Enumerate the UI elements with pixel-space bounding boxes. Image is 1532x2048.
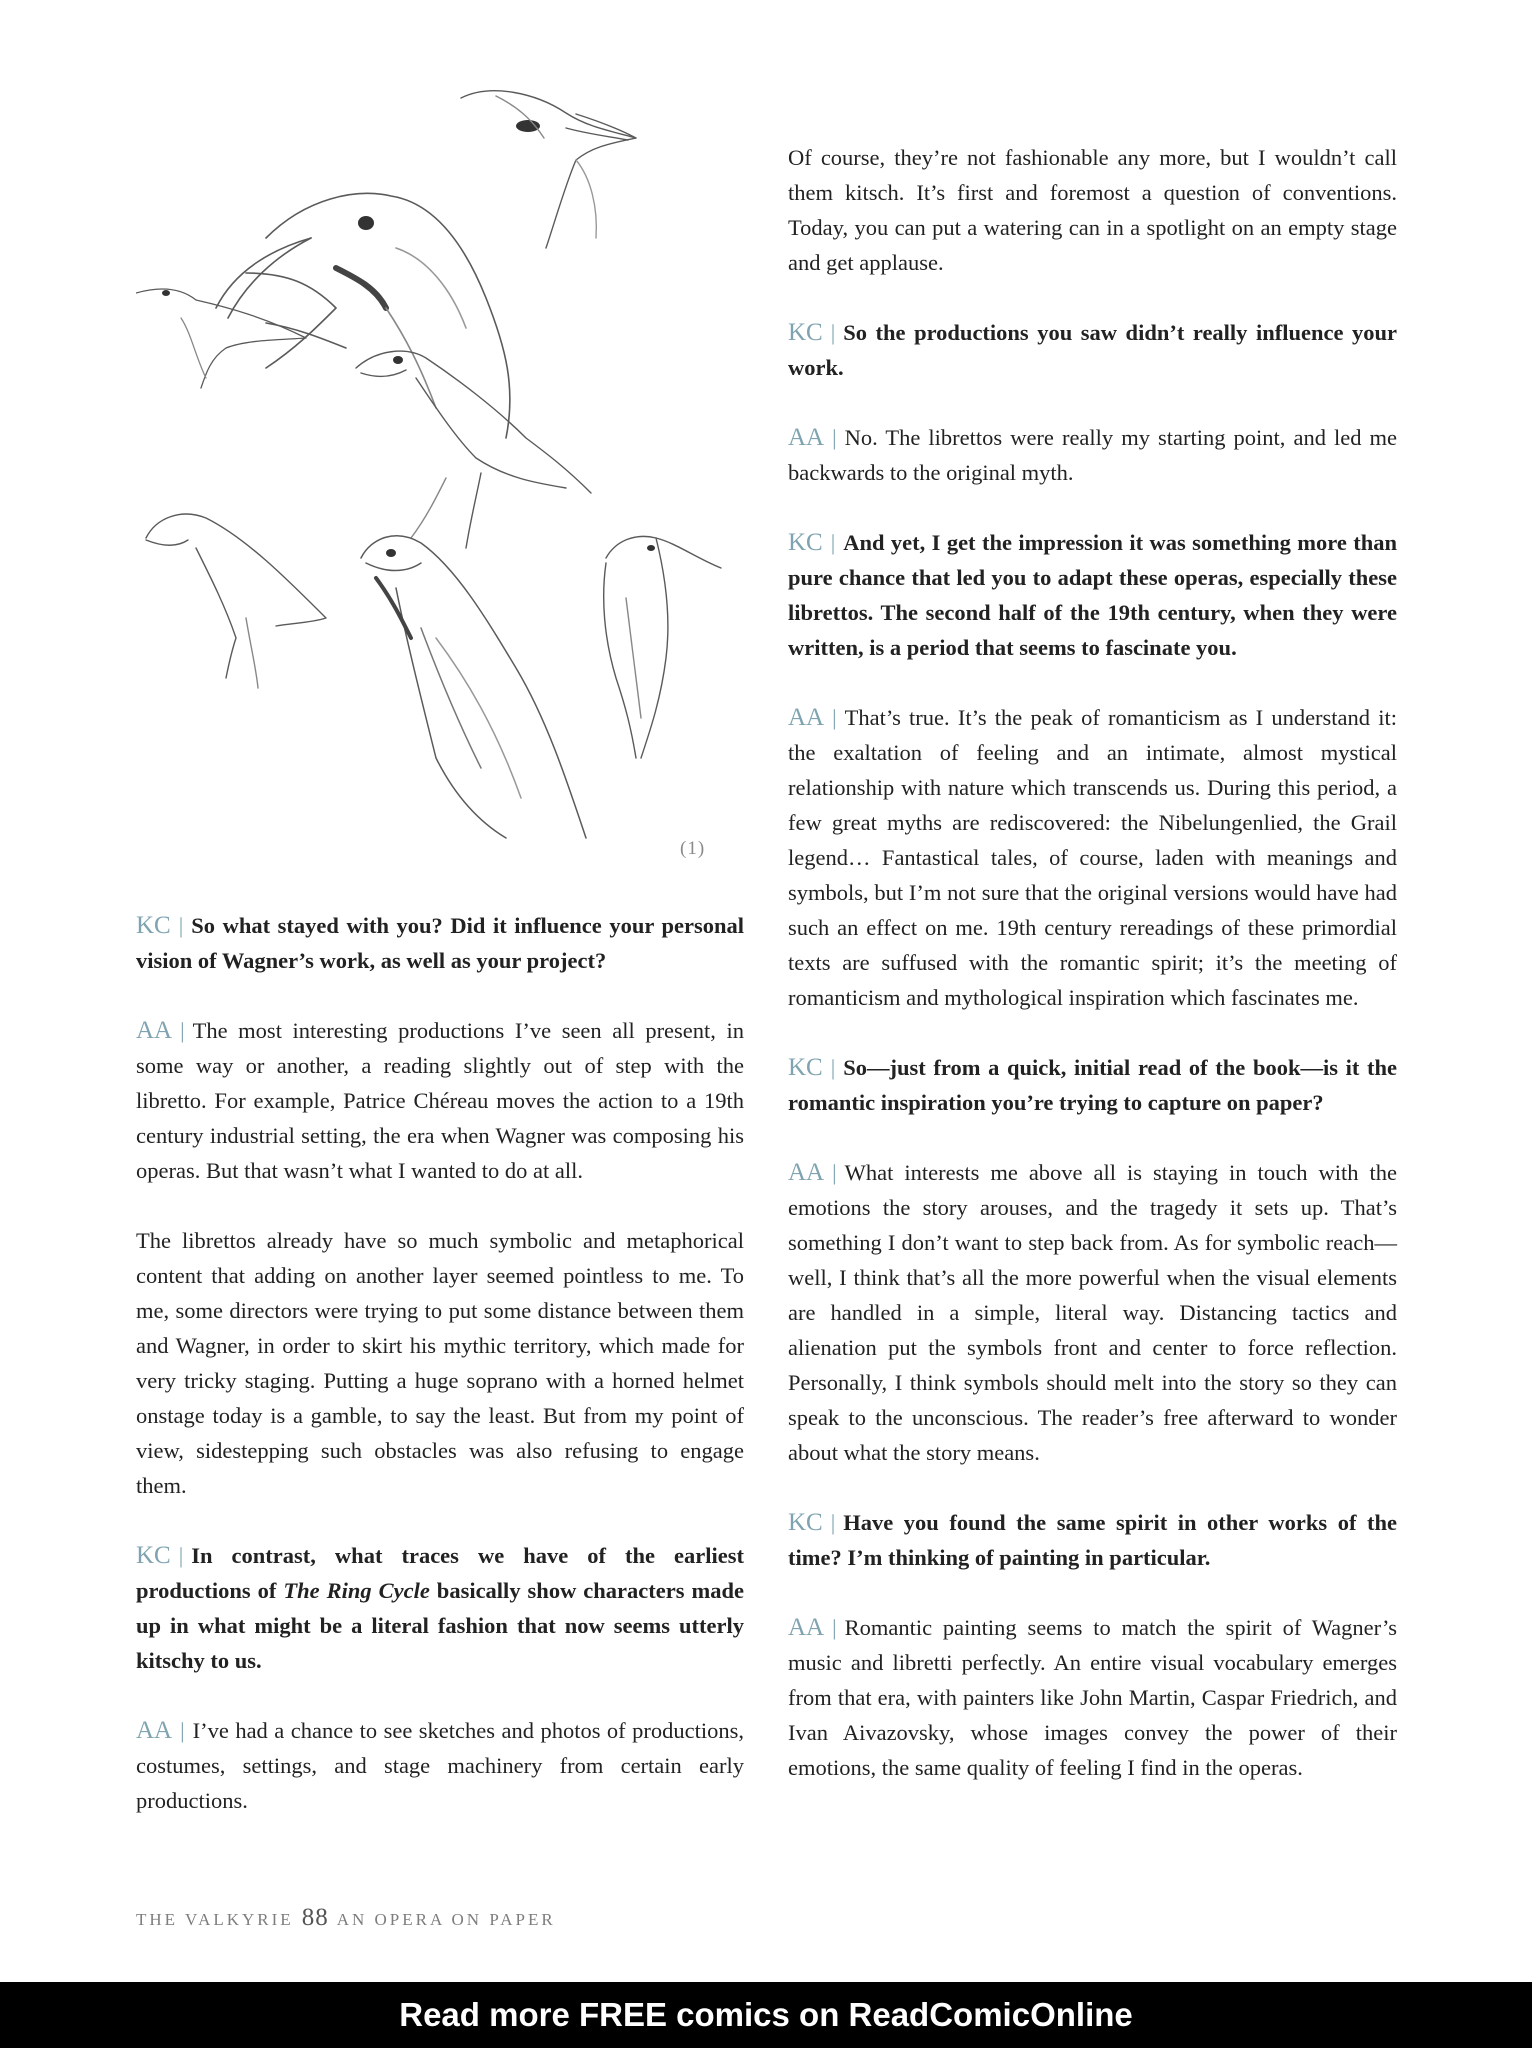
speaker-label-kc: KC — [136, 912, 171, 939]
speaker-separator: | — [830, 530, 836, 555]
speaker-separator: | — [180, 1018, 185, 1043]
body-paragraph: Of course, they’re not fashionable any more, but I wouldn’t call them kitsch. It’s first and foremost a question of conventions. Today, you can put a watering can in a spotlight on an empty stage and get applause. — [788, 145, 1397, 275]
raven-sketch-perched-left — [136, 289, 306, 388]
footer-book-title: THE VALKYRIE — [136, 1910, 294, 1929]
raven-head-sketch-large — [216, 193, 510, 438]
speaker-label-aa: AA — [788, 1159, 825, 1186]
speaker-label-aa: AA — [788, 1614, 825, 1641]
promo-banner[interactable]: Read more FREE comics on ReadComicOnline — [0, 1982, 1532, 2048]
opera-title: The Ring Cycle — [283, 1578, 430, 1603]
speaker-label-kc: KC — [788, 319, 823, 346]
interview-answer — [136, 1713, 744, 1818]
question-text-end: basically show characters made up in what might be a literal fashion that now seems utterly kitschy to us. — [136, 1578, 744, 1673]
raven-sketch-center-bottom — [361, 536, 586, 838]
speaker-label-aa: AA — [788, 424, 825, 451]
question-text: So the productions you saw didn’t really influence your work. — [788, 320, 1397, 380]
speaker-separator: | — [178, 913, 184, 938]
raven-sketches-illustration — [136, 78, 736, 868]
speaker-separator: | — [830, 1055, 836, 1080]
interview-answer — [788, 700, 1397, 1015]
speaker-separator: | — [178, 1543, 184, 1568]
speaker-separator: | — [180, 1718, 185, 1743]
speaker-label-aa: AA — [788, 704, 825, 731]
speaker-separator: | — [830, 1510, 836, 1535]
interview-question — [788, 1505, 1397, 1575]
question-text: So what stayed with you? Did it influence your personal vision of Wagner’s work, as well as your project? — [136, 913, 744, 973]
body-paragraph: The librettos already have so much symbolic and metaphorical content that adding on another layer seemed pointless to me. To me, some directors were trying to put some distance between them and Wagner, in order to skirt his mythic territory, which made for very tricky staging. Putting a huge soprano with a horned helmet onstage today is a gamble, to say the least. But from my point of view, sidestepping such obstacles was also refusing to engage them. — [136, 1228, 744, 1498]
question-text-start: In contrast, what traces we have of the earliest productions of — [136, 1543, 744, 1603]
speaker-separator: | — [832, 705, 837, 730]
speaker-label-kc: KC — [136, 1542, 171, 1569]
interview-question — [788, 1050, 1397, 1120]
speaker-separator: | — [832, 1160, 837, 1185]
page-footer — [136, 1904, 556, 1932]
left-column — [136, 908, 744, 1818]
speaker-label-kc: KC — [788, 1054, 823, 1081]
speaker-separator: | — [832, 425, 837, 450]
answer-text: I’ve had a chance to see sketches and photos of productions, costumes, settings, and stage machinery from certain early productions. — [136, 1718, 744, 1813]
interview-question — [788, 315, 1397, 385]
speaker-label-kc: KC — [788, 1509, 823, 1536]
raven-sketch-right-standing — [604, 536, 721, 758]
question-text: So—just from a quick, initial read of the book—is it the romantic inspiration you’re trying to capture on paper? — [788, 1055, 1397, 1115]
speaker-label-aa: AA — [136, 1017, 173, 1044]
interview-question — [788, 525, 1397, 665]
answer-text: That’s true. It’s the peak of romanticism as I understand it: the exaltation of feeling and an intimate, almost mystical relationship with nature which transcends us. During this period, a few great myths are rediscovered: the Nibelungenlied, the Grail legend… Fantastical tales, of course, laden with meanings and symbols, but I’m not sure that the original versions would have had such an effect on me. 19th century rereadings of these primordial texts are suffused with the romantic spirit; it’s the meeting of romanticism and mythological inspiration which fascinates me. — [788, 705, 1397, 1010]
raven-sketch-lower-left — [146, 514, 326, 688]
interview-answer — [788, 1610, 1397, 1785]
answer-text: The most interesting productions I’ve seen all present, in some way or another, a reading slightly out of step with the libretto. For example, Patrice Chéreau moves the action to a 19th century industrial setting, the era when Wagner was composing his operas. But that wasn’t what I wanted to do at all. — [136, 1018, 744, 1183]
answer-text: No. The librettos were really my starting point, and led me backwards to the original myth. — [788, 425, 1397, 485]
interview-question — [136, 908, 744, 978]
speaker-label-aa: AA — [136, 1717, 173, 1744]
speaker-separator: | — [832, 1615, 837, 1640]
figure-number: (1) — [680, 838, 706, 859]
answer-text: Romantic painting seems to match the spirit of Wagner’s music and libretti perfectly. An entire visual vocabulary emerges from that era, with painters like John Martin, Caspar Friedrich, and Ivan Aivazovsky, whose images convey the power of their emotions, the same quality of feeling I find in the operas. — [788, 1615, 1397, 1780]
speaker-label-kc: KC — [788, 529, 823, 556]
footer-subtitle: AN OPERA ON PAPER — [336, 1910, 556, 1929]
raven-head-sketch-top — [461, 91, 636, 248]
answer-text: What interests me above all is staying in touch with the emotions the story arouses, and the tragedy it sets up. That’s something I don’t want to step back from. As for symbolic reach—well, I think that’s all the more powerful when the visual elements are handled in a simple, literal way. Distancing tactics and alienation put the symbols front and center to force reflection. Personally, I think symbols should melt into the story so they can speak to the unconscious. The reader’s free afterward to wonder about what the story means. — [788, 1160, 1397, 1465]
interview-answer — [788, 1155, 1397, 1470]
page-number: 88 — [301, 1904, 329, 1931]
right-column — [788, 140, 1397, 1785]
question-text: And yet, I get the impression it was something more than pure chance that led you to adapt these operas, especially these librettos. The second half of the 19th century, when they were written, is a period that seems to fascinate you. — [788, 530, 1397, 660]
interview-answer — [788, 420, 1397, 490]
raven-sketch-middle — [356, 351, 591, 548]
question-text: Have you found the same spirit in other works of the time? I’m thinking of painting in particular. — [788, 1510, 1397, 1570]
interview-question — [136, 1538, 744, 1678]
speaker-separator: | — [830, 320, 836, 345]
interview-answer — [136, 1013, 744, 1188]
